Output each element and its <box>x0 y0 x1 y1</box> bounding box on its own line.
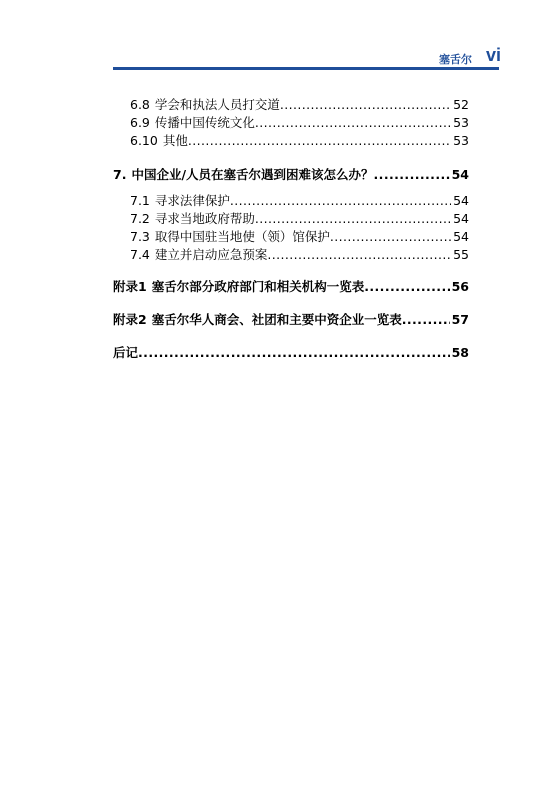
toc-entry-title: 其他 <box>162 133 188 148</box>
toc-entry-6-9[interactable] <box>113 114 469 132</box>
toc-entry-page: 55 <box>453 247 469 262</box>
toc-entry-number: 6.8 <box>130 97 150 112</box>
toc-entry-6-8[interactable] <box>113 96 469 114</box>
toc-entry-page: 57 <box>451 312 469 327</box>
toc-entry-page: 56 <box>451 279 469 294</box>
section-gap <box>113 150 469 166</box>
toc-entry-title: 后记 <box>113 345 139 360</box>
toc-entry-page: 53 <box>453 133 469 148</box>
toc-entry-appendix-2[interactable] <box>113 311 469 329</box>
toc-leader-dots <box>230 192 451 210</box>
toc-entry-number: 6.10 <box>130 133 158 148</box>
toc-entry-page: 58 <box>451 345 469 360</box>
toc-entry-page: 54 <box>453 193 469 208</box>
toc-entry-7-3[interactable] <box>113 228 469 246</box>
toc-entry-title: 取得中国驻当地使（领）馆保护 <box>154 229 330 244</box>
toc-entry-7[interactable] <box>113 166 469 184</box>
toc-leader-dots <box>188 132 451 150</box>
toc-entry-page: 54 <box>453 229 469 244</box>
toc-leader-dots <box>402 311 450 329</box>
table-of-contents <box>113 96 469 362</box>
toc-entry-number: 附录2 <box>113 312 147 327</box>
toc-leader-dots <box>280 96 451 114</box>
toc-entry-title: 传播中国传统文化 <box>154 115 255 130</box>
toc-leader-dots <box>138 344 450 362</box>
toc-entry-title: 建立并启动应急预案 <box>154 247 268 262</box>
toc-entry-title: 寻求法律保护 <box>154 193 230 208</box>
page-number: vi <box>486 45 502 65</box>
toc-leader-dots <box>374 166 450 184</box>
toc-entry-number: 6.9 <box>130 115 150 130</box>
toc-entry-title: 学会和执法人员打交道 <box>154 97 280 112</box>
toc-entry-title: 塞舌尔华人商会、社团和主要中资企业一览表 <box>151 312 402 327</box>
toc-entry-number: 附录1 <box>113 279 147 294</box>
toc-entry-appendix-1[interactable] <box>113 278 469 296</box>
toc-leader-dots <box>255 210 451 228</box>
toc-entry-title: 寻求当地政府帮助 <box>154 211 255 226</box>
toc-entry-title: 塞舌尔部分政府部门和相关机构一览表 <box>151 279 365 294</box>
toc-leader-dots <box>267 246 451 264</box>
toc-entry-number: 7.4 <box>130 247 150 262</box>
toc-entry-number: 7.2 <box>130 211 150 226</box>
toc-entry-6-10[interactable] <box>113 132 469 150</box>
toc-entry-page: 52 <box>453 97 469 112</box>
header-rule <box>113 67 499 70</box>
toc-entry-number: 7.1 <box>130 193 150 208</box>
running-header-title: 塞舌尔 <box>439 53 472 66</box>
toc-entry-title: 中国企业/人员在塞舌尔遇到困难该怎么办？ <box>131 167 374 182</box>
toc-entry-epilogue[interactable] <box>113 344 469 362</box>
toc-leader-dots <box>255 114 451 132</box>
toc-entry-page: 54 <box>453 211 469 226</box>
section-gap <box>113 296 469 311</box>
toc-entry-number: 7.3 <box>130 229 150 244</box>
toc-entry-page: 53 <box>453 115 469 130</box>
section-gap <box>113 264 469 278</box>
section-gap-small <box>113 184 469 192</box>
toc-entry-7-2[interactable] <box>113 210 469 228</box>
toc-entry-number: 7. <box>113 167 127 182</box>
toc-entry-page: 54 <box>451 167 469 182</box>
section-gap <box>113 329 469 344</box>
toc-leader-dots <box>364 278 449 296</box>
toc-entry-7-4[interactable] <box>113 246 469 264</box>
toc-entry-7-1[interactable] <box>113 192 469 210</box>
toc-leader-dots <box>330 228 451 246</box>
